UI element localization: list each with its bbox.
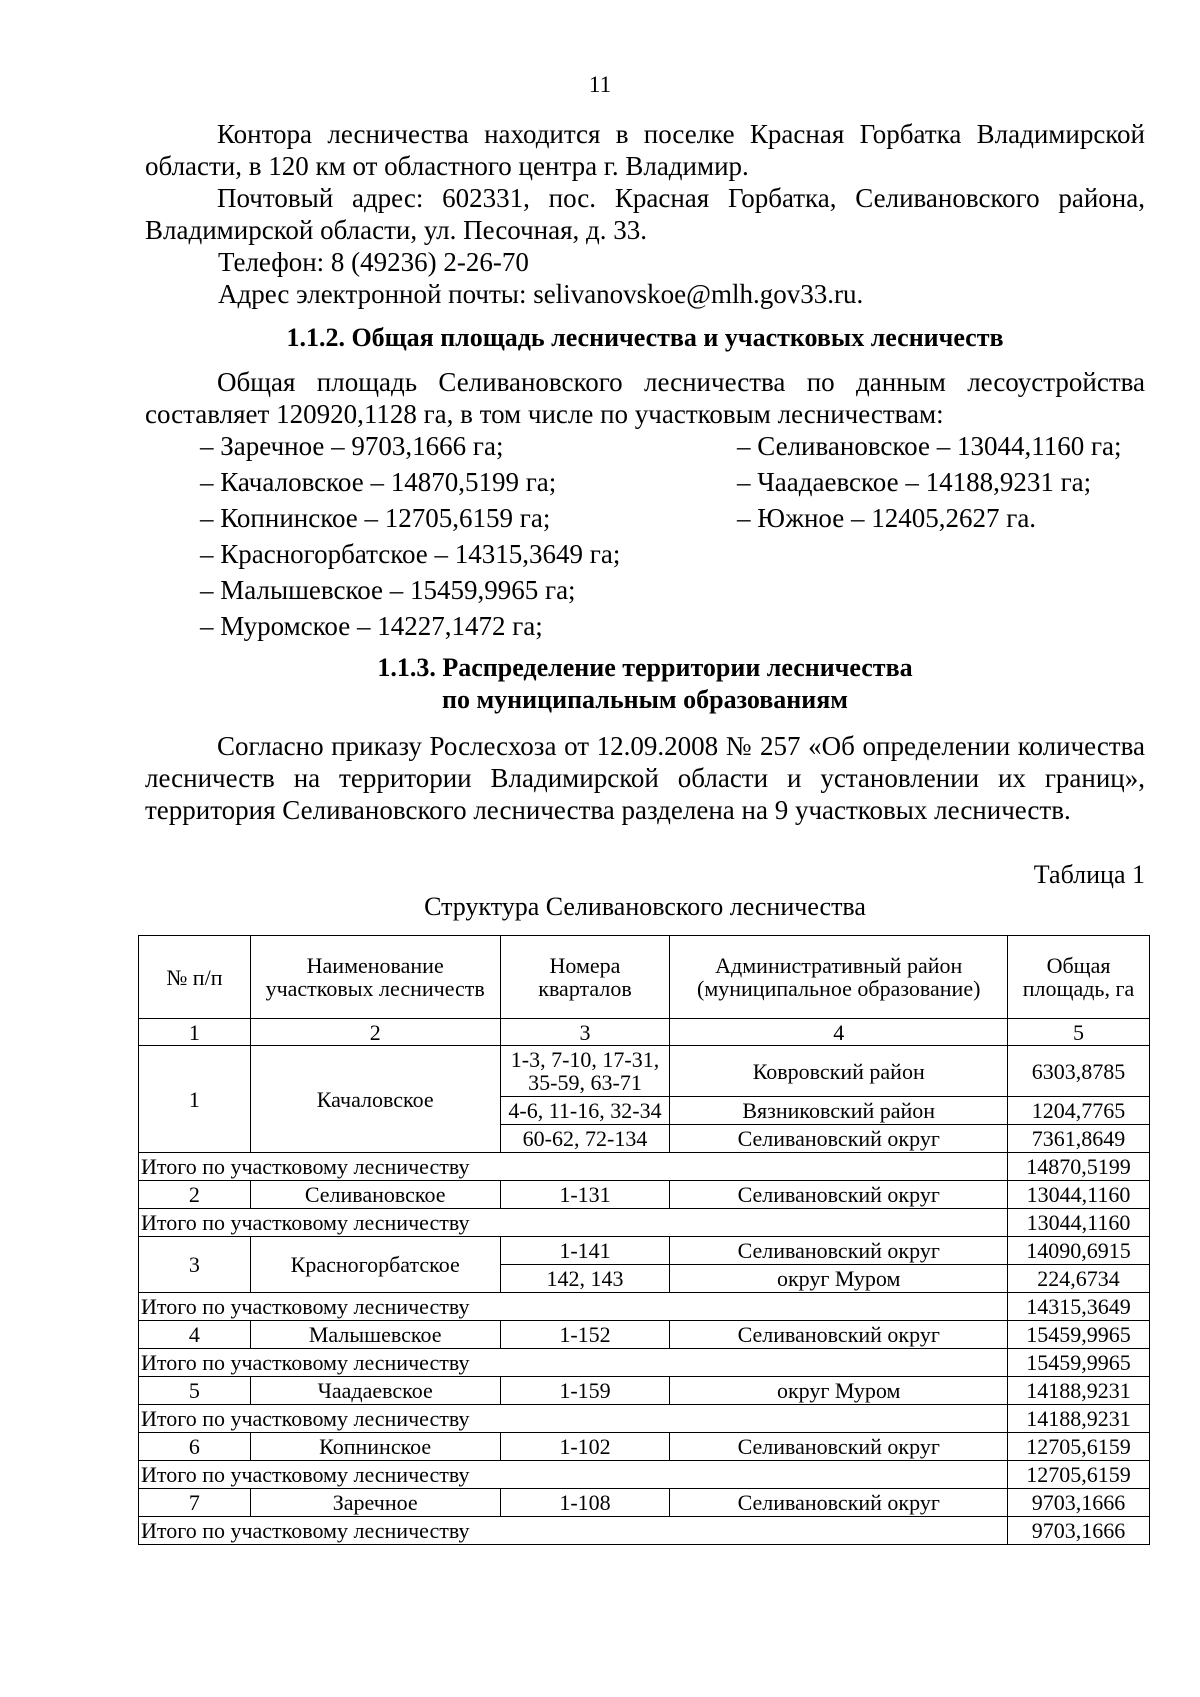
cell-name: Чаадаевское: [250, 1377, 500, 1405]
total-row: [139, 1461, 1150, 1489]
list-item: – Красногорбатское – 14315,3649 га;: [200, 539, 621, 569]
total-label: Итого по участковому лесничеству: [139, 1517, 1008, 1545]
cell-name: Красногорбатское: [250, 1237, 500, 1293]
section-113-paragraph: Согласно приказу Рослесхоза от 12.09.2008 № 257 «Об определении количества лесничеств на территории Владимирской области и установлении их границ», территория Селивановского лесничества разделена на 9 участковых лесничеств.: [145, 731, 1145, 825]
cell-num: 2: [139, 1181, 251, 1209]
list-item: – Муромское – 14227,1472 га;: [200, 611, 543, 641]
total-row: [139, 1293, 1150, 1321]
list-item: – Южное – 12405,2627 га.: [737, 503, 1037, 533]
total-row: [139, 1349, 1150, 1377]
table-row: [139, 1046, 1150, 1097]
cell-district: Селивановский округ: [670, 1181, 1008, 1209]
email-line: Адрес электронной почты: selivanovskoe@mlh.gov33.ru.: [218, 279, 864, 309]
cell-area: 1204,7765: [1008, 1097, 1150, 1125]
cell-quarters: 60-62, 72-134: [500, 1125, 670, 1153]
section-112-paragraph: Общая площадь Селивановского лесничества по данным лесоустройства составляет 120920,1128 га, в том числе по участковым лесничествам:: [145, 367, 1145, 429]
list-item: – Качаловское – 14870,5199 га;: [200, 467, 557, 497]
cell-area: 9703,1666: [1008, 1489, 1150, 1517]
table-label: Таблица 1: [1033, 860, 1145, 889]
list-item: – Заречное – 9703,1666 га;: [200, 431, 504, 461]
table-row: [139, 1237, 1150, 1265]
cell-quarters: 4-6, 11-16, 32-34: [500, 1097, 670, 1125]
cell-area: 7361,8649: [1008, 1125, 1150, 1153]
cell-area: 14090,6915: [1008, 1237, 1150, 1265]
total-row: [139, 1517, 1150, 1545]
cell-name: Селивановское: [250, 1181, 500, 1209]
section-112-heading: 1.1.2. Общая площадь лесничества и участковых лесничеств: [286, 323, 1004, 352]
index-cell: 4: [670, 1019, 1008, 1046]
table-row: [139, 1489, 1150, 1517]
index-cell: 2: [250, 1019, 500, 1046]
header-name: Наименование участковых лесничеств: [250, 936, 500, 1019]
cell-area: 15459,9965: [1008, 1321, 1150, 1349]
total-label: Итого по участковому лесничеству: [139, 1153, 1008, 1181]
total-label: Итого по участковому лесничеству: [139, 1293, 1008, 1321]
total-value: 12705,6159: [1008, 1461, 1150, 1489]
cell-area: 224,6734: [1008, 1265, 1150, 1293]
list-item: – Копнинское – 12705,6159 га;: [200, 503, 551, 533]
index-cell: 1: [139, 1019, 251, 1046]
cell-quarters: 1-152: [500, 1321, 670, 1349]
cell-district: Селивановский округ: [670, 1237, 1008, 1265]
cell-area: 6303,8785: [1008, 1046, 1150, 1097]
cell-num: 7: [139, 1489, 251, 1517]
total-row: [139, 1209, 1150, 1237]
cell-district: Селивановский округ: [670, 1125, 1008, 1153]
cell-district: Селивановский округ: [670, 1433, 1008, 1461]
total-row: [139, 1405, 1150, 1433]
list-item: – Малышевское – 15459,9965 га;: [200, 575, 576, 605]
total-label: Итого по участковому лесничеству: [139, 1461, 1008, 1489]
cell-quarters: 142, 143: [500, 1265, 670, 1293]
cell-name: Малышевское: [250, 1321, 500, 1349]
office-location-paragraph: Контора лесничества находится в поселке Красная Горбатка Владимирской области, в 120 км от областного центра г. Владимир.: [145, 119, 1145, 181]
cell-district: округ Муром: [670, 1377, 1008, 1405]
cell-num: 1: [139, 1046, 251, 1153]
cell-quarters: 1-108: [500, 1489, 670, 1517]
total-value: 14188,9231: [1008, 1405, 1150, 1433]
cell-area: 12705,6159: [1008, 1433, 1150, 1461]
table-row: [139, 1181, 1150, 1209]
cell-district: Ковровский район: [670, 1046, 1008, 1097]
table-row: [139, 1321, 1150, 1349]
postal-address-paragraph: Почтовый адрес: 602331, пос. Красная Горбатка, Селивановского района, Владимирской области, ул. Песочная, д. 33.: [145, 183, 1145, 245]
section-113-heading-line2: по муниципальным образованиям: [441, 685, 849, 714]
total-label: Итого по участковому лесничеству: [139, 1405, 1008, 1433]
header-quarters: Номера кварталов: [500, 936, 670, 1019]
phone-line: Телефон: 8 (49236) 2-26-70: [218, 247, 529, 277]
table-row: [139, 1377, 1150, 1405]
section-113-heading-line1: 1.1.3. Распределение территории лесничества: [377, 653, 913, 682]
cell-quarters: 1-3, 7-10, 17-31, 35-59, 63-71: [500, 1046, 670, 1097]
cell-district: округ Муром: [670, 1265, 1008, 1293]
header-num: № п/п: [139, 936, 251, 1019]
cell-district: Вязниковский район: [670, 1097, 1008, 1125]
cell-quarters: 1-141: [500, 1237, 670, 1265]
total-value: 14315,3649: [1008, 1293, 1150, 1321]
table-row: [139, 1433, 1150, 1461]
total-label: Итого по участковому лесничеству: [139, 1209, 1008, 1237]
page-number: 11: [588, 72, 612, 97]
index-cell: 3: [500, 1019, 670, 1046]
forestry-structure-table: [138, 935, 1150, 1545]
list-item: – Чаадаевское – 14188,9231 га;: [737, 467, 1092, 497]
cell-num: 3: [139, 1237, 251, 1293]
cell-quarters: 1-159: [500, 1377, 670, 1405]
total-value: 15459,9965: [1008, 1349, 1150, 1377]
cell-num: 6: [139, 1433, 251, 1461]
total-value: 14870,5199: [1008, 1153, 1150, 1181]
cell-num: 4: [139, 1321, 251, 1349]
index-cell: 5: [1008, 1019, 1150, 1046]
cell-quarters: 1-131: [500, 1181, 670, 1209]
cell-name: Качаловское: [250, 1046, 500, 1153]
header-area: Общая площадь, га: [1008, 936, 1150, 1019]
cell-district: Селивановский округ: [670, 1321, 1008, 1349]
cell-area: 14188,9231: [1008, 1377, 1150, 1405]
header-district: Административный район (муниципальное образование): [670, 936, 1008, 1019]
cell-area: 13044,1160: [1008, 1181, 1150, 1209]
cell-name: Копнинское: [250, 1433, 500, 1461]
cell-district: Селивановский округ: [670, 1489, 1008, 1517]
table-caption: Структура Селивановского лесничества: [424, 892, 866, 921]
cell-quarters: 1-102: [500, 1433, 670, 1461]
total-value: 9703,1666: [1008, 1517, 1150, 1545]
cell-name: Заречное: [250, 1489, 500, 1517]
cell-num: 5: [139, 1377, 251, 1405]
total-value: 13044,1160: [1008, 1209, 1150, 1237]
total-row: [139, 1153, 1150, 1181]
list-item: – Селивановское – 13044,1160 га;: [737, 431, 1122, 461]
total-label: Итого по участковому лесничеству: [139, 1349, 1008, 1377]
